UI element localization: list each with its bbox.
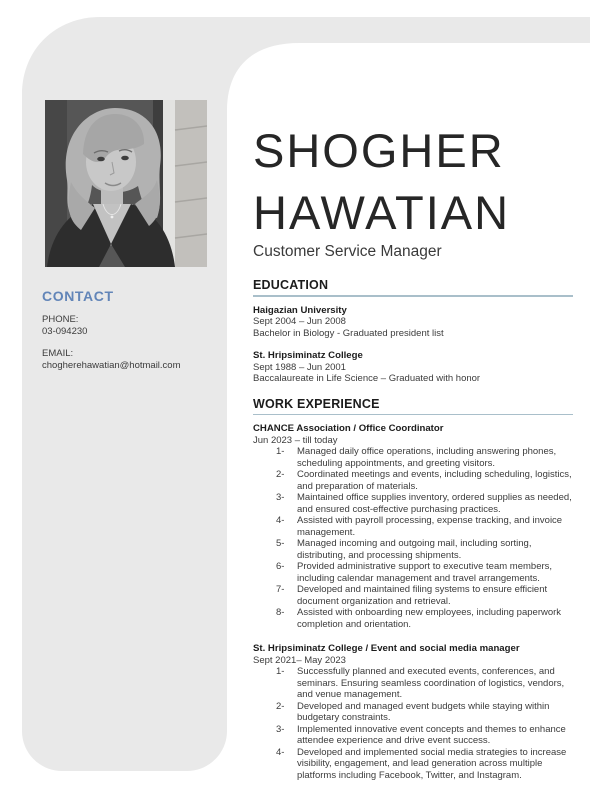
- contact-heading: CONTACT: [42, 288, 114, 304]
- bullet-number: 2-: [276, 700, 285, 712]
- portrait-illustration: [45, 100, 207, 267]
- job-bullet: [253, 446, 573, 469]
- bullet-text: Developed and managed event budgets while staying within budgetary constraints.: [297, 700, 550, 723]
- bullet-number: 7-: [276, 584, 285, 595]
- profile-photo: [45, 100, 207, 267]
- job-bullet: [253, 515, 573, 538]
- bullet-text: Successfully planned and executed events, conferences, and seminars. Ensuring seamless coordination of logistics, vendors, and venue management.: [297, 666, 565, 700]
- bullet-text: Coordinated meetings and events, including scheduling, logistics, and preparation of materials.: [297, 469, 572, 492]
- job-entry-title: St. Hripsiminatz College / Event and social media manager: [253, 643, 520, 654]
- work-experience-heading: WORK EXPERIENCE: [253, 396, 380, 411]
- education-heading: EDUCATION: [253, 278, 329, 292]
- education-section: [253, 278, 573, 385]
- education-entry: [253, 350, 573, 385]
- job-bullet: [253, 666, 573, 701]
- job-bullet: [253, 561, 573, 584]
- bullet-number: 2-: [276, 469, 285, 480]
- section-divider: [253, 414, 573, 416]
- main-column: [253, 0, 573, 781]
- email-label: EMAIL:: [42, 348, 74, 359]
- school-name: St. Hripsiminatz College: [253, 350, 363, 361]
- job-bullet: [253, 607, 573, 630]
- job-bullet: [253, 538, 573, 561]
- job-dates: Sept 2021– May 2023: [253, 654, 346, 666]
- contact-section: [42, 288, 212, 371]
- school-name: Haigazian University: [253, 304, 347, 316]
- job-bullet: [253, 492, 573, 515]
- spacer: [42, 337, 212, 348]
- bullet-text: Assisted with onboarding new employees, including paperwork completion and orientation.: [297, 607, 562, 630]
- first-name: SHOGHER: [253, 124, 505, 177]
- phone-label: PHONE:: [42, 314, 79, 325]
- degree: Baccalaureate in Life Science – Graduated with honor: [253, 373, 481, 384]
- bullet-number: 6-: [276, 561, 285, 572]
- bullet-text: Assisted with payroll processing, expense tracking, and invoice management.: [297, 515, 563, 538]
- education-dates: Sept 1988 – Jun 2001: [253, 361, 346, 373]
- job-bullets: [253, 446, 573, 630]
- bullet-text: Provided administrative support to executive team members, including calendar management and travel arrangements.: [297, 561, 553, 584]
- job-bullet: [253, 584, 573, 607]
- bullet-number: 1-: [276, 446, 285, 457]
- person-job-title: Customer Service Manager: [253, 243, 442, 260]
- bullet-number: 3-: [276, 723, 285, 735]
- bullet-text: Developed and implemented social media strategies to increase visibility, engagement, and lead generation across multiple platforms including Facebook, Twitter, and Instagram.: [297, 746, 567, 781]
- bullet-number: 4-: [276, 746, 285, 758]
- job-dates: Jun 2023 – till today: [253, 434, 338, 446]
- job-entry: [253, 643, 573, 781]
- job-bullets: [253, 666, 573, 781]
- job-bullet: [253, 747, 573, 782]
- bullet-text: Developed and maintained filing systems to ensure efficient document organization and retrieval.: [297, 584, 548, 607]
- person-name: [253, 120, 573, 244]
- degree: Bachelor in Biology - Graduated president list: [253, 327, 444, 339]
- bullet-number: 1-: [276, 666, 285, 677]
- phone-value: 03-094230: [42, 325, 88, 337]
- bullet-number: 8-: [276, 607, 285, 618]
- bullet-text: Managed daily office operations, including answering phones, scheduling appointments, and greeting visitors.: [297, 446, 557, 469]
- job-bullet: [253, 724, 573, 747]
- section-divider: [253, 295, 573, 297]
- education-dates: Sept 2004 – Jun 2008: [253, 316, 346, 327]
- job-entry-title: CHANCE Association / Office Coordinator: [253, 423, 444, 434]
- work-experience-section: [253, 397, 573, 782]
- bullet-number: 4-: [276, 515, 285, 526]
- bullet-number: 3-: [276, 492, 285, 503]
- job-entry: [253, 423, 573, 630]
- bullet-number: 5-: [276, 538, 285, 549]
- email-value: chogherehawatian@hotmail.com: [42, 359, 181, 371]
- bullet-text: Implemented innovative event concepts and themes to enhance attendee experience and drive event success.: [297, 723, 566, 746]
- job-bullet: [253, 469, 573, 492]
- bullet-text: Maintained office supplies inventory, ordered supplies as needed, and ensured cost-effective purchasing practices.: [297, 492, 572, 515]
- education-entry: [253, 305, 573, 340]
- job-bullet: [253, 701, 573, 724]
- bullet-text: Managed incoming and outgoing mail, including sorting, distributing, and processing shipments.: [297, 538, 532, 561]
- last-name: HAWATIAN: [253, 186, 511, 239]
- job-entries: [253, 423, 573, 781]
- education-entries: [253, 305, 573, 385]
